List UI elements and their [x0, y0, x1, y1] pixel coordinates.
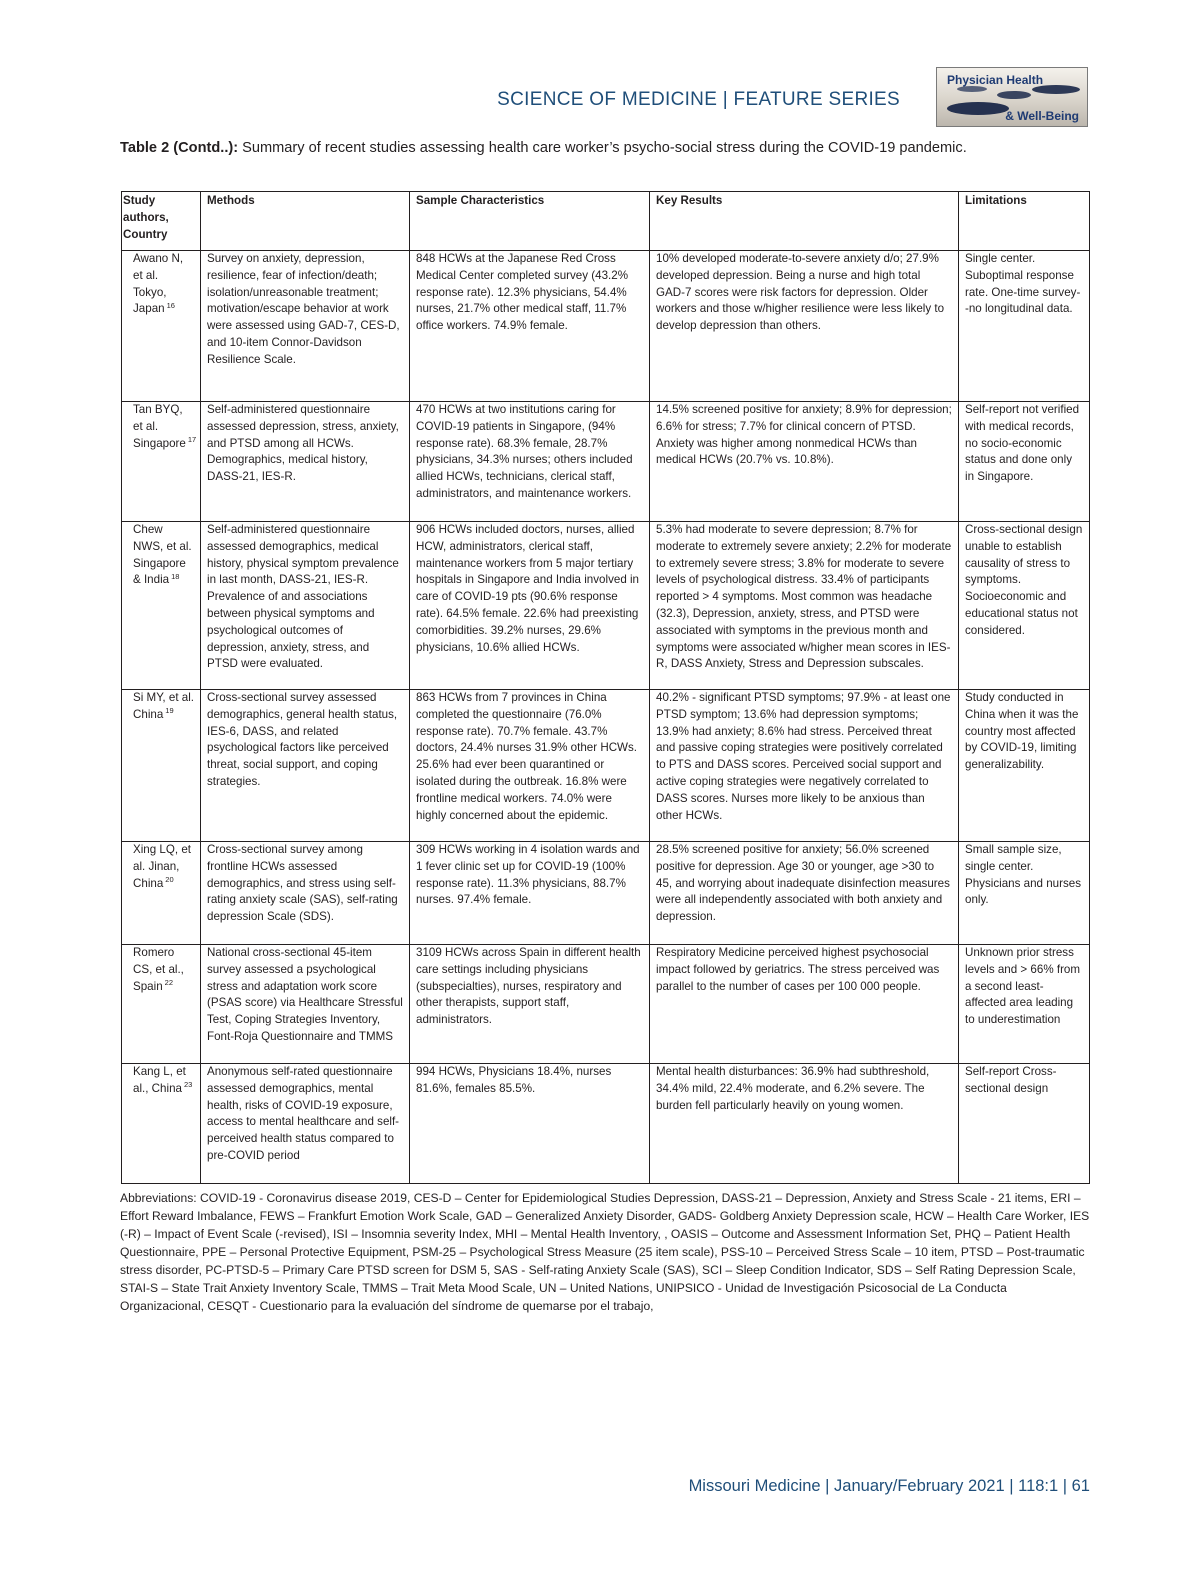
- table-row: [122, 690, 1090, 842]
- header-methods: Methods: [201, 192, 410, 251]
- limitations-cell: Small sample size, single center. Physicians and nurses only.: [959, 842, 1090, 945]
- study-cell: [122, 402, 201, 522]
- methods-cell: Self-administered questionnaire assessed demographics, medical history, physical symptom prevalence in last month, DASS-21, IES-R. Prevalence of and associations between physical symptoms and psychological outcomes of depression, anxiety, stress, and PTSD were evaluated.: [201, 522, 410, 690]
- methods-cell: Self-administered questionnaire assessed depression, stress, anxiety, and PTSD among all HCWs. Demographics, medical history, DASS-21, IES-R.: [201, 402, 410, 522]
- study-cell: [122, 522, 201, 690]
- study-cell: [122, 690, 201, 842]
- study-name: Kang L, et al., China: [133, 1065, 186, 1095]
- table-row: [122, 842, 1090, 945]
- sample-cell: 994 HCWs, Physicians 18.4%, nurses 81.6%, females 85.5%.: [410, 1064, 650, 1184]
- study-name: Romero CS, et al., Spain: [133, 946, 184, 993]
- results-cell: Mental health disturbances: 36.9% had subthreshold, 34.4% mild, 22.4% moderate, and 6.2% severe. The burden fell particularly heavily on young women.: [650, 1064, 959, 1184]
- methods-cell: Cross-sectional survey assessed demographics, general health status, IES-6, DASS, and related psychological factors like perceived threat, social support, and coping strategies.: [201, 690, 410, 842]
- results-cell: 40.2% - significant PTSD symptoms; 97.9% - at least one PTSD symptom; 13.6% had depression symptoms; 13.9% had anxiety; 8.6% had stress. Perceived threat and passive coping strategies were positively correlated to PTS and DASS scores. Perceived social support and active coping strategies were negatively correlated to DASS scores. Nurses more likely to be anxious than other HCWs.: [650, 690, 959, 842]
- studies-table: [121, 191, 1090, 1184]
- page-footer: Missouri Medicine | January/February 2021 | 118:1 | 61: [688, 1477, 1090, 1495]
- limitations-cell: Unknown prior stress levels and > 66% from a second least-affected area leading to underestimation: [959, 945, 1090, 1064]
- study-name: Si MY, et al. China: [133, 691, 195, 721]
- limitations-cell: Study conducted in China when it was the country most affected by COVID-19, limiting generalizability.: [959, 690, 1090, 842]
- results-cell: Respiratory Medicine perceived highest psychosocial impact followed by geriatrics. The stress perceived was parallel to the number of cases per 100 000 people.: [650, 945, 959, 1064]
- study-name: Xing LQ, et al. Jinan, China: [133, 843, 192, 890]
- table-row: [122, 402, 1090, 522]
- table-row: [122, 945, 1090, 1064]
- methods-cell: Survey on anxiety, depression, resilience, fear of infection/death; isolation/unreasonable treatment; motivation/escape behavior at work were assessed using GAD-7, CES-D, and 10-item Connor-Davidson Resilience Scale.: [201, 251, 410, 402]
- limitations-cell: Self-report Cross-sectional design: [959, 1064, 1090, 1184]
- physician-health-logo: [936, 67, 1088, 127]
- results-cell: 14.5% screened positive for anxiety; 8.9% for depression; 6.6% for stress; 7.7% for clinical concern of PTSD. Anxiety was higher among nonmedical HCWs than medical HCWs (20.7% vs. 10.8%).: [650, 402, 959, 522]
- sample-cell: 906 HCWs included doctors, nurses, allied HCW, administrators, clerical staff, maintenance workers from 5 major tertiary hospitals in Singapore and India involved in care of COVID-19 pts (90.6% response rate). 64.5% female. 22.6% had preexisting comorbidities. 39.2% nurses, 29.6% physicians, 10.6% allied HCWs.: [410, 522, 650, 690]
- study-cell: [122, 1064, 201, 1184]
- sample-cell: 309 HCWs working in 4 isolation wards and 1 fever clinic set up for COVID-19 (100% response rate). 11.3% physicians, 88.7% nurses. 97.4% female.: [410, 842, 650, 945]
- sample-cell: 470 HCWs at two institutions caring for COVID-19 patients in Singapore, (94% response rate). 68.3% female, 28.7% physicians, 34.3% nurses; others included allied HCWs, technicians, clerical staff, administrators, and maintenance workers.: [410, 402, 650, 522]
- caption-text: Summary of recent studies assessing health care worker’s psycho-social stress during the COVID-19 pandemic.: [238, 140, 967, 156]
- results-cell: 10% developed moderate-to-severe anxiety d/o; 27.9% developed depression. Being a nurse and high total GAD-7 scores were risk factors for depression. Older workers and those w/higher resilience were less likely to develop depression than others.: [650, 251, 959, 402]
- study-cell: [122, 251, 201, 402]
- study-cell: [122, 945, 201, 1064]
- table-row: [122, 1064, 1090, 1184]
- reference-number: 23: [183, 1079, 193, 1089]
- reference-number: 18: [171, 571, 180, 581]
- limitations-cell: Single center. Suboptimal response rate. One-time survey--no longitudinal data.: [959, 251, 1090, 402]
- header-limitations: Limitations: [959, 192, 1090, 251]
- header-sample: Sample Characteristics: [410, 192, 650, 251]
- reference-number: 19: [165, 705, 174, 715]
- methods-cell: Anonymous self-rated questionnaire assessed demographics, mental health, risks of COVID-19 exposure, access to mental healthcare and self-perceived health status compared to pre-COVID period: [201, 1064, 410, 1184]
- logo-text-line1: Physician Health: [947, 73, 1044, 87]
- limitations-cell: Self-report not verified with medical records, no socio-economic status and done only in Singapore.: [959, 402, 1090, 522]
- reference-number: 16: [166, 300, 175, 310]
- table-caption: [120, 140, 1090, 156]
- header-results: Key Results: [650, 192, 959, 251]
- sample-cell: 863 HCWs from 7 provinces in China completed the questionnaire (76.0% response rate). 70.7% female. 43.7% doctors, 24.4% nurses 31.9% other HCWs. 25.6% had ever been quarantined or isolated during the outbreak. 16.8% were frontline medical workers. 74.0% were highly concerned about the epidemic.: [410, 690, 650, 842]
- study-name: Tan BYQ, et al. Singapore: [133, 403, 186, 450]
- reference-number: 22: [164, 977, 173, 987]
- results-cell: 28.5% screened positive for anxiety; 56.0% screened positive for depression. Age 30 or younger, age >30 to 45, and worrying about inadequate disinfection measures were all independently associated with both anxiety and depression.: [650, 842, 959, 945]
- sample-cell: 848 HCWs at the Japanese Red Cross Medical Center completed survey (43.2% response rate). 12.3% physicians, 54.4% nurses, 21.7% other medical staff, 11.7% office workers. 74.9% female.: [410, 251, 650, 402]
- stone-shape: [997, 91, 1031, 99]
- methods-cell: National cross-sectional 45-item survey assessed a psychological stress and adaptation work score (PSAS score) via Healthcare Stressful Test, Coping Strategies Inventory, Font-Roja Questionnaire and TMMS: [201, 945, 410, 1064]
- header-study: Study authors, Country: [122, 192, 201, 251]
- table-row: [122, 251, 1090, 402]
- caption-label: Table 2 (Contd..):: [120, 140, 239, 156]
- table-header-row: [122, 192, 1090, 251]
- limitations-cell: Cross-sectional design unable to establish causality of stress to symptoms. Socioeconomic and educational status not considered.: [959, 522, 1090, 690]
- results-cell: 5.3% had moderate to severe depression; 8.7% for moderate to extremely severe anxiety; 2.2% for moderate to extremely severe stress; 3.8% for moderate to severe levels of psychological distress. 33.4% of participants reported > 4 symptoms. Most common was headache (32.3), Depression, anxiety, stress, and PTSD were associated with symptoms in the previous month and symptoms were associated w/higher mean scores in IES-R, DASS Anxiety, Stress and Depression subscales.: [650, 522, 959, 690]
- study-name: Chew NWS, et al. Singapore & India: [133, 523, 192, 587]
- table-row: [122, 522, 1090, 690]
- reference-number: 20: [165, 874, 174, 884]
- study-cell: [122, 842, 201, 945]
- reference-number: 17: [187, 434, 197, 444]
- section-title: SCIENCE OF MEDICINE | FEATURE SERIES: [497, 89, 900, 110]
- sample-cell: 3109 HCWs across Spain in different health care settings including physicians (subspecialties), nurses, respiratory and other therapists, support staff, administrators.: [410, 945, 650, 1064]
- study-name: Awano N, et al. Tokyo, Japan: [133, 252, 184, 316]
- stone-shape: [947, 102, 1009, 115]
- abbreviations-footnote: Abbreviations: COVID-19 - Coronavirus disease 2019, CES-D – Center for Epidemiological Studies Depression, DASS-21 – Depression, Anxiety and Stress Scale - 21 items, ERI – Effort Reward Imbalance, FEWS – Frankfurt Emotion Work Scale, GAD – Generalized Anxiety Disorder, GADS- Goldberg Anxiety Depression scale, HCW – Health Care Worker, IES (-R) – Impact of Event Scale (-revised), ISI – Insomnia severity Index, MHI – Mental Health Inventory, , OASIS – Outcome and Assessment Information Set, PHQ – Patient Health Questionnaire, PPE – Personal Protective Equipment, PSM-25 – Psychological Stress Measure (25 item scale), PSS-10 – Perceived Stress Scale – 10 item, PTSD – Post-traumatic stress disorder, PC-PTSD-5 – Primary Care PTSD screen for DSM 5, SAS - Self-rating Anxiety Scale (SAS), SCI – Sleep Condition Indicator, SDS – Self Rating Depression Scale, STAI-S – State Trait Anxiety Inventory Scale, TMMS – Trait Meta Mood Scale, UN – United Nations, UNIPSICO - Unidad de Investigación Psicosocial de La Conducta Organizacional, CESQT - Cuestionario para la evaluación del síndrome de quemarse por el trabajo,: [120, 1191, 1090, 1313]
- methods-cell: Cross-sectional survey among frontline HCWs assessed demographics, and stress using self-rating anxiety scale (SAS), self-rating depression Scale (SDS).: [201, 842, 410, 945]
- logo-text-line2: & Well-Being: [1005, 109, 1079, 123]
